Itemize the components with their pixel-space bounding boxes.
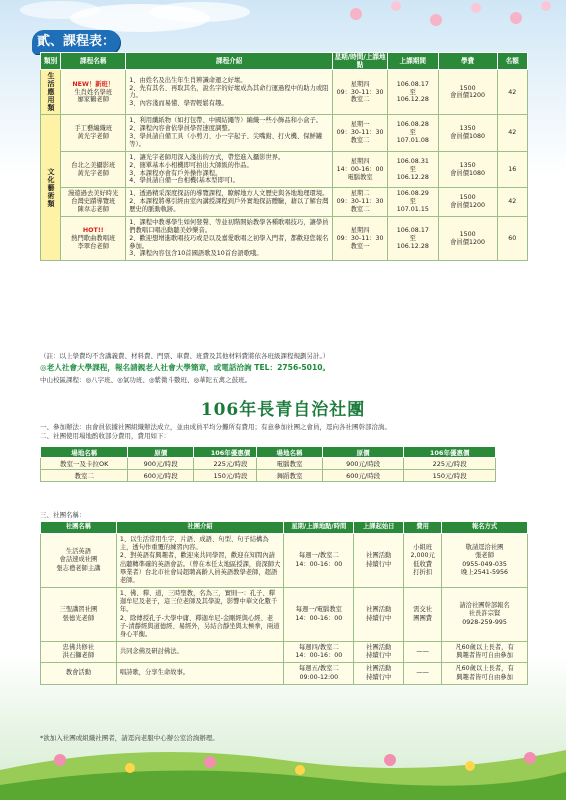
teacher-name: 黃光宇老師 bbox=[77, 133, 109, 141]
weekday: 星期四 bbox=[350, 80, 370, 88]
header-original-price: 原價 bbox=[128, 447, 194, 458]
club-weekday-room: 每週四/教室二 bbox=[298, 644, 339, 652]
club-start-line: 社團活動 bbox=[366, 665, 392, 673]
club-start-cell bbox=[354, 534, 404, 588]
date-to: 至 bbox=[409, 198, 416, 206]
club-time-cell bbox=[284, 534, 354, 588]
header-period: 上課期間 bbox=[387, 53, 438, 70]
club-name: 教會活動 bbox=[65, 669, 91, 677]
header-club-name: 社團名稱 bbox=[41, 522, 117, 534]
end-date: 107.01.15 bbox=[396, 206, 429, 214]
weekday: 星期二 bbox=[350, 190, 370, 198]
signup-phone: 0955-049-035 bbox=[462, 560, 507, 568]
intro-line: 2、先有其名、再取其名，說名字的好壞成為其命行運過程中的助力或阻力。 bbox=[129, 84, 329, 100]
club-fee-line: 低收費 bbox=[413, 560, 433, 568]
club-weekday-room: 每週五/教室二 bbox=[298, 665, 339, 673]
club-teacher: 洪石獅老師 bbox=[62, 652, 95, 660]
weekday: 星期四 bbox=[350, 157, 370, 165]
fee-cell bbox=[438, 188, 497, 217]
club-fee-line: 2,000元 bbox=[410, 552, 435, 560]
quota-cell: 42 bbox=[497, 115, 527, 151]
table-row bbox=[41, 70, 528, 115]
club-intro-cell bbox=[116, 663, 284, 684]
end-date: 107.01.08 bbox=[396, 137, 429, 145]
club-fee-cell bbox=[404, 588, 442, 642]
club-signup-cell bbox=[442, 588, 528, 642]
club-signup-cell bbox=[442, 642, 528, 663]
teacher-name: 陳韋志老師 bbox=[77, 206, 109, 214]
header-club-fee: 費用 bbox=[404, 522, 442, 534]
table-row bbox=[41, 588, 528, 642]
date-to: 至 bbox=[409, 129, 416, 137]
intro-line: 2、本課程將導引經由室內講授課程到戶外實地探訪體驗，藉以了解台灣歷史的脈動軌跡。 bbox=[129, 198, 329, 214]
club-time-cell bbox=[284, 663, 354, 684]
fee-cell bbox=[438, 216, 497, 260]
club-name: 會話速成社團 bbox=[59, 556, 98, 564]
original-price: 600元/時段 bbox=[323, 470, 404, 482]
signup-line: 敬請逕洽社團 bbox=[465, 544, 504, 552]
club-start-line: 社團活動 bbox=[366, 552, 392, 560]
venue-fee-table-right bbox=[256, 446, 496, 482]
time-cell bbox=[333, 115, 388, 151]
intro-line: 1、佛、釋、道，三時聖教，名為三，實則一：孔子、釋迦牟尼及老子，這三位老師及其學說，影響中華文化數千年。 bbox=[119, 590, 278, 614]
time-cell bbox=[333, 151, 388, 187]
course-name: 台北之美攝影班 bbox=[71, 161, 116, 169]
intro-line: 2、課程內容會依學員學習速度調整。 bbox=[129, 125, 234, 133]
cherry-blossom-decoration bbox=[316, 0, 566, 60]
weekday: 星期一 bbox=[350, 121, 370, 129]
table-row bbox=[41, 216, 528, 260]
venue-name: 教室一及卡拉OK bbox=[41, 458, 128, 470]
intro-line: 1、以生活常用生字、片語、成語、句型、句子結構為主，透句作重覆的練習內容。 bbox=[119, 536, 269, 552]
venue-name: 電腦教室 bbox=[257, 458, 323, 470]
club-name-cell bbox=[41, 588, 117, 642]
end-date: 106.12.28 bbox=[396, 173, 429, 181]
course-name: 手工藝編織班 bbox=[74, 125, 113, 133]
room: 教室二 bbox=[350, 137, 370, 145]
room: 教室一 bbox=[350, 242, 370, 250]
header-discount-price: 106年優惠價 bbox=[194, 447, 268, 458]
original-price: 600元/時段 bbox=[128, 470, 194, 482]
club-table bbox=[40, 521, 528, 685]
club-time-range: 09:00-12:00 bbox=[299, 673, 339, 681]
header-club-signup: 報名方式 bbox=[442, 522, 528, 534]
course-name-cell bbox=[61, 188, 126, 217]
signup-phone: 0928-259-995 bbox=[462, 618, 507, 626]
course-name: 熱門歌曲教唱班 bbox=[71, 234, 116, 242]
signup-line: 凡60歲以上長者，有 bbox=[455, 665, 514, 673]
original-price: 900元/時段 bbox=[323, 458, 404, 470]
course-name-cell bbox=[61, 151, 126, 187]
course-intro-cell bbox=[126, 188, 333, 217]
period-cell bbox=[387, 151, 438, 187]
header-venue: 場地名稱 bbox=[41, 447, 128, 458]
fee-regular: 1500 bbox=[459, 194, 476, 202]
discount-price: 225元/時段 bbox=[404, 458, 496, 470]
time-range: 14：00-16：00 bbox=[336, 165, 384, 173]
room: 教室二 bbox=[350, 96, 370, 104]
club-name: 忠佛共修社 bbox=[62, 644, 95, 652]
table-row bbox=[41, 188, 528, 217]
course-name: 漫遊過去美好時光 bbox=[68, 190, 119, 198]
header-course-intro: 課程介紹 bbox=[126, 53, 333, 70]
club-name: 生活英語 bbox=[65, 548, 91, 556]
room: 教室二 bbox=[350, 206, 370, 214]
period-cell bbox=[387, 216, 438, 260]
club-fee-cell bbox=[404, 534, 442, 588]
date-to: 至 bbox=[409, 88, 416, 96]
club-start-line: 社團活動 bbox=[366, 606, 392, 614]
teacher-name: 黃光宇老師 bbox=[77, 169, 109, 177]
club-fee-line: 需交社 bbox=[413, 606, 433, 614]
branch-courses: 中山校區課程：◎八字班、◎氣功班、◎紫微斗數班、◎華陀五禽之鼓班。 bbox=[40, 376, 252, 384]
club-list-label: 三、社團名稱： bbox=[40, 511, 86, 519]
fee-member: 會員價1200 bbox=[450, 92, 486, 100]
end-date: 106.12.28 bbox=[396, 242, 429, 250]
club-start-line: 持續行中 bbox=[366, 673, 392, 681]
club-start-cell bbox=[354, 642, 404, 663]
hot-tag: HOT!! bbox=[82, 226, 104, 234]
intro-line: 2、歡迎想增進歌唱技巧或是以及嘉愛歌唱之初學入門者，都歡迎您報名參加。 bbox=[129, 234, 329, 250]
club-time-cell bbox=[284, 588, 354, 642]
club-name: 三聖講習社團 bbox=[59, 606, 98, 614]
intro-line: 3、學員請自備工具（小剪刀、小一字起子、尖嘴鉗、打火機、保鮮罐等）。 bbox=[129, 133, 323, 149]
signup-line: 興趣者皆可自由參加 bbox=[456, 673, 513, 681]
intro-line: 2、對英語有興趣者，歡迎來共同學習，歡迎在知間內請出聽轉準確的英語會話。（曾在本任太地區授課，資深師大畢業者）台北市社會局超聘高齡人員英語教學老師，超語老師。 bbox=[119, 552, 281, 584]
discount-price: 225元/時段 bbox=[194, 458, 268, 470]
course-intro-cell bbox=[126, 70, 333, 115]
category-cell: 生活應用類 bbox=[41, 70, 61, 115]
header-fee: 學費 bbox=[438, 53, 497, 70]
time-cell bbox=[333, 216, 388, 260]
course-name-cell bbox=[61, 115, 126, 151]
original-price: 900元/時段 bbox=[128, 458, 194, 470]
rule-line: 二、社團使用場地酌收部分費用，費用如下： bbox=[40, 432, 170, 441]
start-date: 106.08.29 bbox=[396, 190, 429, 198]
club-start-line: 持續行中 bbox=[366, 560, 392, 568]
intro-line: 1、透過精采深度探訪的導覽課程，瞭解地方人文歷史與各地地理環境。 bbox=[129, 190, 329, 198]
intro-line: 1、讓光宇老師用深入淺出的方式，帶您進入攝影世界。 bbox=[129, 153, 285, 161]
intro-line: 1、利用纖紙物（如打包帶、中國結繩等）編織一些小飾品和小盒子。 bbox=[129, 117, 323, 125]
club-teacher: 張德光老師 bbox=[62, 614, 95, 622]
club-weekday-room: 每週一/電腦教室 bbox=[295, 606, 342, 614]
header-discount-price: 106年優惠價 bbox=[404, 447, 496, 458]
club-table-header bbox=[41, 522, 528, 534]
time-cell bbox=[333, 70, 388, 115]
quota-cell: 60 bbox=[497, 216, 527, 260]
course-name-cell bbox=[61, 70, 126, 115]
signup-line: 請洽社團幹部報名 bbox=[459, 602, 510, 610]
header-club-start: 上課起始日 bbox=[354, 522, 404, 534]
fee-regular: 1500 bbox=[459, 230, 476, 238]
grass-flowers-decoration bbox=[0, 690, 566, 800]
period-cell bbox=[387, 188, 438, 217]
club-start-line: 社團活動 bbox=[366, 644, 392, 652]
quota-cell: 42 bbox=[497, 70, 527, 115]
time-range: 09：30-11：30 bbox=[336, 129, 384, 137]
club-start-line: 持續行中 bbox=[366, 614, 392, 622]
date-to: 至 bbox=[409, 165, 416, 173]
header-original-price: 原價 bbox=[323, 447, 404, 458]
footer-note: *欲加入社團或組織社團者，請逕向老服中心辦公室洽詢辦理。 bbox=[40, 734, 219, 742]
club-teacher: 張志禮老師主講 bbox=[56, 564, 101, 572]
signup-line: 凡60歲以上長者，有 bbox=[455, 644, 514, 652]
discount-price: 150元/時段 bbox=[404, 470, 496, 482]
intro-line: 3、本課程亦會有戶外操作課程。 bbox=[129, 169, 222, 177]
club-name-cell bbox=[41, 534, 117, 588]
intro-line: 1、由姓名及出生年生肖辨識命運之好壞。 bbox=[129, 76, 247, 84]
header-venue: 場地名稱 bbox=[257, 447, 323, 458]
club-time-range: 14：00-16：00 bbox=[295, 560, 343, 568]
table-row bbox=[41, 115, 528, 151]
time-range: 09：30-11：30 bbox=[336, 88, 384, 96]
course-intro-cell bbox=[126, 216, 333, 260]
club-time-cell bbox=[284, 642, 354, 663]
period-cell bbox=[387, 115, 438, 151]
table-row bbox=[257, 458, 496, 470]
club-intro-cell bbox=[116, 588, 284, 642]
date-to: 至 bbox=[409, 234, 416, 242]
teacher-name: 廖家鶴老師 bbox=[77, 96, 109, 104]
discount-price: 150元/時段 bbox=[194, 470, 268, 482]
course-name: 生肖姓名學班 bbox=[74, 88, 113, 96]
course-name-cell bbox=[61, 216, 126, 260]
signup-line: 社長許宗賢 bbox=[468, 610, 501, 618]
course-intro-cell bbox=[126, 151, 333, 187]
fee-member: 會員價1200 bbox=[450, 238, 486, 246]
header-club-time: 星期/上課地點/時間 bbox=[284, 522, 354, 534]
club-start-cell bbox=[354, 663, 404, 684]
course-table bbox=[40, 52, 528, 261]
time-range: 09：30-11：30 bbox=[336, 234, 384, 242]
venue-name: 舞蹈教室 bbox=[257, 470, 323, 482]
signup-line: 張老師 bbox=[475, 552, 494, 560]
club-intro-cell bbox=[116, 642, 284, 663]
club-fee-line: 打折扣 bbox=[413, 568, 433, 576]
club-start-cell bbox=[354, 588, 404, 642]
fee-cell bbox=[438, 70, 497, 115]
signup-phone: 晚上2541-5956 bbox=[461, 568, 509, 576]
intro-line: 1、課程中教導學生如何發聲、等並初階開始教學各種歌唱技巧，讓學員們教唱口唱出動聽美妙樂音。 bbox=[129, 218, 329, 234]
intro-line: 4、學員請自備一台相機(基本型即可)。 bbox=[129, 177, 239, 185]
club-signup-cell bbox=[442, 663, 528, 684]
club-time-range: 14：00-16：00 bbox=[295, 614, 343, 622]
fee-cell bbox=[438, 115, 497, 151]
table-row bbox=[41, 151, 528, 187]
table-row bbox=[257, 470, 496, 482]
header-course-name: 課程名稱 bbox=[61, 53, 126, 70]
start-date: 106.08.17 bbox=[396, 80, 429, 88]
club-fee-line: 團團費 bbox=[413, 614, 433, 622]
period-cell bbox=[387, 70, 438, 115]
start-date: 106.08.17 bbox=[396, 226, 429, 234]
new-tag: NEW！新班！ bbox=[72, 80, 115, 88]
intro-line: 3、內容淺而易懂、學習輕鬆有趣。 bbox=[129, 100, 228, 108]
club-name-cell bbox=[41, 663, 117, 684]
fee-member: 會員價1200 bbox=[450, 202, 486, 210]
club-section-title: 106年長青自治社團 bbox=[200, 400, 366, 420]
header-quota: 名額 bbox=[497, 53, 527, 70]
course-intro-cell bbox=[126, 115, 333, 151]
fee-regular: 1350 bbox=[459, 161, 476, 169]
fee-member: 會員價1080 bbox=[450, 133, 486, 141]
teacher-name: 李翠台老師 bbox=[77, 242, 109, 250]
club-fee-line: 小組班 bbox=[413, 544, 433, 552]
intro-line: 唱詩歌，分享生命故事。 bbox=[119, 669, 190, 677]
room: 電腦教室 bbox=[347, 173, 373, 181]
club-fee-cell: —— bbox=[404, 642, 442, 663]
club-time-range: 14：00-16：00 bbox=[295, 652, 343, 660]
intro-line: 3、課程內容包含10首國語歌及10首台語歌哦。 bbox=[129, 250, 263, 258]
club-fee-cell: —— bbox=[404, 663, 442, 684]
rule-line: 一、參加辦法：由會員依據社團組織辦法成立，並由成員平均分攤所有費用；有意參加社團之會員，逕向各社團幹部洽詢。 bbox=[40, 423, 391, 431]
club-name-cell bbox=[41, 642, 117, 663]
fee-regular: 1350 bbox=[459, 125, 476, 133]
header-club-intro: 社團介紹 bbox=[116, 522, 284, 534]
intro-line: 共同念佛及研討佛法。 bbox=[119, 648, 183, 656]
header-time-place: 星期/時間/上課地點 bbox=[334, 53, 386, 70]
category-cell: 文化藝術類 bbox=[41, 115, 61, 261]
table-row bbox=[41, 663, 528, 684]
table-row bbox=[41, 642, 528, 663]
signup-line: 興趣者皆可自由參加 bbox=[456, 652, 513, 660]
club-rules bbox=[40, 423, 391, 442]
venue-fee-table-left bbox=[40, 446, 268, 482]
quota-cell: 16 bbox=[497, 151, 527, 187]
fee-cell bbox=[438, 151, 497, 187]
header-category: 類別 bbox=[41, 53, 61, 70]
club-intro-cell bbox=[116, 534, 284, 588]
club-weekday-room: 每週一/教室二 bbox=[298, 552, 339, 560]
quota-cell: 42 bbox=[497, 188, 527, 217]
time-range: 09：30-11：30 bbox=[336, 198, 384, 206]
enroll-info: ◎老人社會大學課程，報名請親老人社會大學簡章，或電話洽詢 TEL：2756-5010。 bbox=[40, 363, 331, 372]
table-row bbox=[41, 534, 528, 588]
weekday: 星期四 bbox=[350, 226, 370, 234]
start-date: 106.08.31 bbox=[396, 157, 429, 165]
section-badge: 貳、課程表： bbox=[32, 30, 120, 54]
end-date: 106.12.28 bbox=[396, 96, 429, 104]
course-table-header bbox=[41, 53, 528, 70]
fee-regular: 1500 bbox=[459, 84, 476, 92]
fee-note: （註：以上學費均不含講義費、材料費、門票、車費、班費及其他材料費將依各班級課程規劃另計。） bbox=[40, 352, 330, 360]
club-start-line: 持續行中 bbox=[366, 652, 392, 660]
table-row bbox=[41, 470, 268, 482]
intro-line: 2、除傳授孔子-大學中庸、釋迦牟尼-金剛經與心經、老子-清靜經與道德經、易經外，另結合靜坐與太極拳，兩道身心平衡。 bbox=[119, 614, 280, 638]
venue-name: 教室二 bbox=[41, 470, 128, 482]
course-name-line2: 台灣史蹟導覽班 bbox=[71, 198, 116, 206]
intro-line: 2、簡單基本小相機即可拍出大師級的作品。 bbox=[129, 161, 253, 169]
table-row bbox=[41, 458, 268, 470]
start-date: 106.08.28 bbox=[396, 121, 429, 129]
fee-member: 會員價1080 bbox=[450, 169, 486, 177]
club-signup-cell bbox=[442, 534, 528, 588]
time-cell bbox=[333, 188, 388, 217]
